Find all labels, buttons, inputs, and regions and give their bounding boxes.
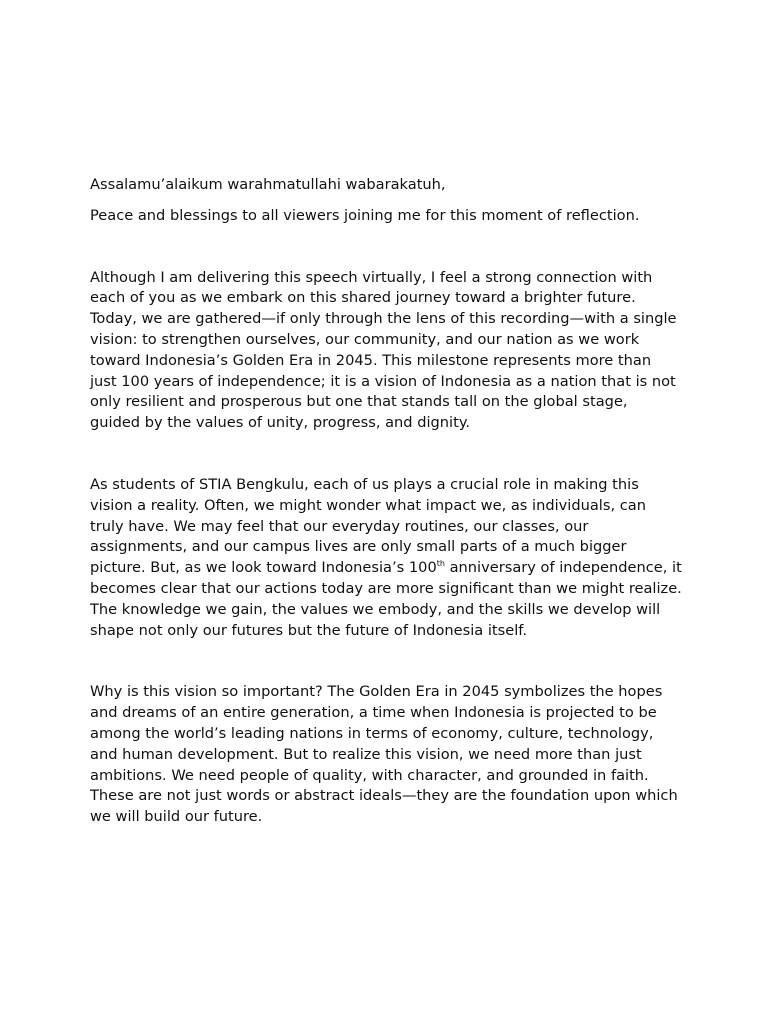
paragraph-2-text-b: anniversary of independence, it becomes clear that our actions today are more significant than we might realize. The knowledge we gain, the values we embody, and the skills we develop will shape not only our futures but the future of Indonesia itself. <box>90 559 682 639</box>
paragraph-2-text-a: As students of STIA Bengkulu, each of us plays a crucial role in making this vision a reality. Often, we might wonder what impact we, as individuals, can truly have. We may feel that our everyday routines, our classes, our assignments, and our campus lives are only small parts of a much bigger picture. But, as we look toward Indonesia’s 100 <box>90 475 646 577</box>
greeting-line: Assalamu’alaikum warahmatullahi wabarakatuh, <box>90 176 446 193</box>
opening-line: Peace and blessings to all viewers joining me for this moment of reflection. <box>90 206 640 224</box>
paragraph-3: Why is this vision so important? The Golden Era in 2045 symbolizes the hopes and dreams of an entire generation, a time when Indonesia is projected to be among the world’s leading nations in terms of economy, culture, technology, and human development. But to realize this vision, we need more than just ambitions. We need people of quality, with character, and grounded in faith. These are not just words or abstract ideals—they are the foundation upon which we will build our future. <box>90 683 678 826</box>
document-page <box>90 175 682 869</box>
paragraph-1: Although I am delivering this speech virtually, I feel a strong connection with each of you as we embark on this shared journey toward a brighter future. Today, we are gathered—if only through the lens of this recording—with a single vision: to strengthen ourselves, our community, and our nation as we work toward Indonesia’s Golden Era in 2045. This milestone represents more than just 100 years of independence; it is a vision of Indonesia as a nation that is not only resilient and prosperous but one that stands tall on the global stage, guided by the values of unity, progress, and dignity. <box>90 268 677 432</box>
paragraph-2 <box>90 475 682 641</box>
ordinal-superscript: th <box>436 559 445 569</box>
